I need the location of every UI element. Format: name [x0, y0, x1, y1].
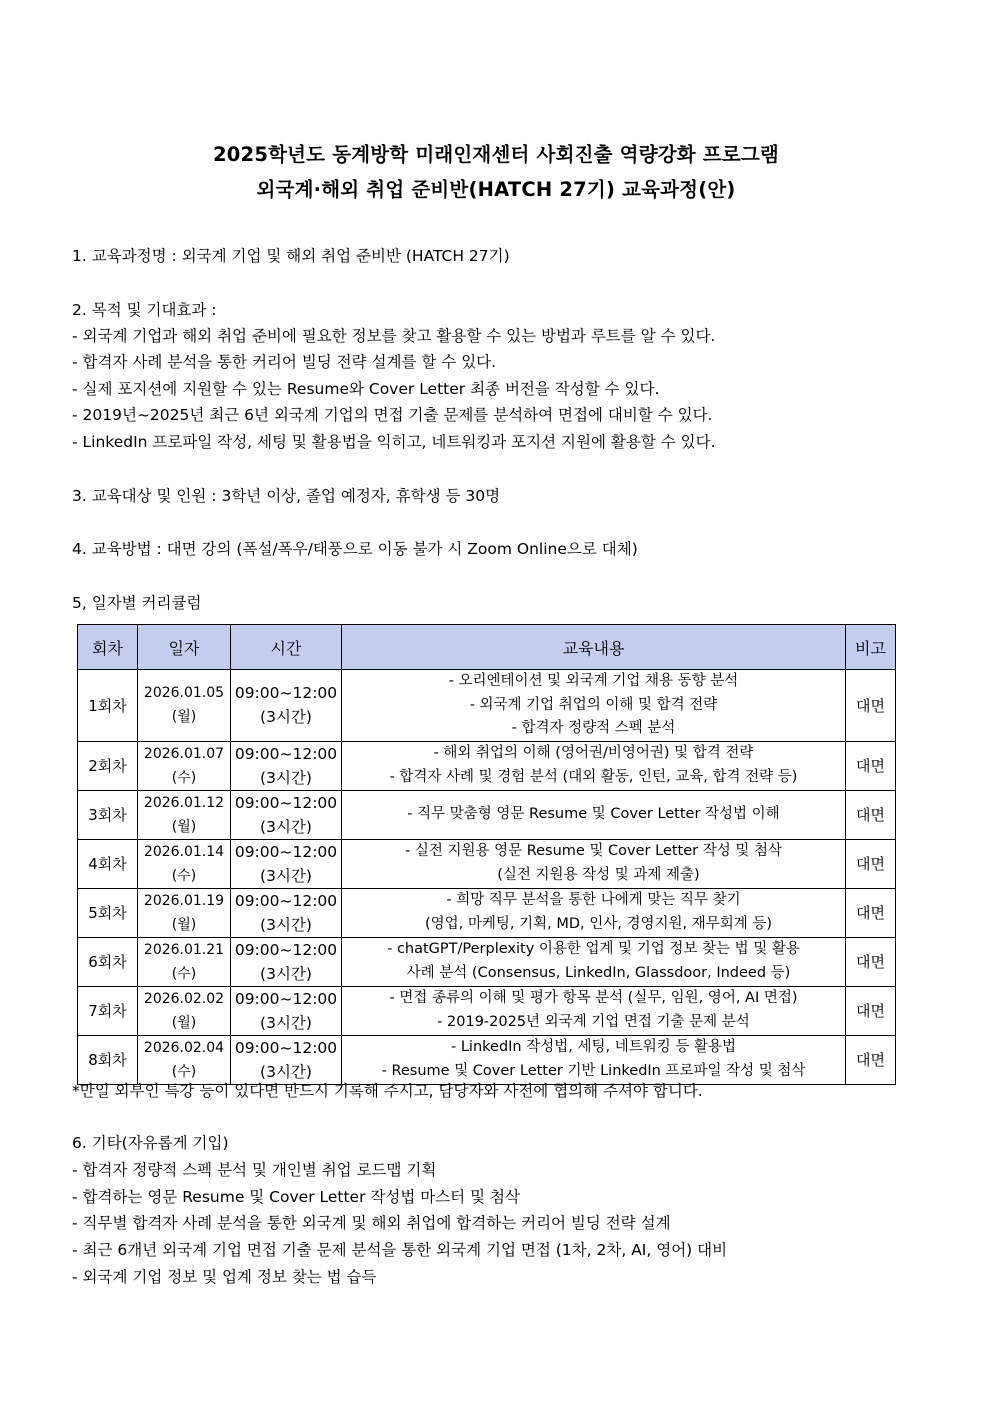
day-value: (월) — [171, 709, 197, 726]
section4-method: 4. 교육방법 : 대면 강의 (폭설/폭우/태풍으로 이동 불가 시 Zoom Online으로 대체) — [72, 540, 638, 558]
date-cell — [138, 937, 231, 986]
date-value: 2026.01.05 — [143, 685, 225, 702]
round-cell: 8회차 — [78, 1035, 138, 1084]
date-cell — [138, 670, 231, 742]
date-value: 2026.02.04 — [143, 1039, 225, 1056]
section3-target: 3. 교육대상 및 인원 : 3학년 이상, 졸업 예정자, 휴학생 등 30명 — [72, 487, 501, 505]
content-line: - 희망 직무 분석을 통한 나에게 맞는 직무 찾기 — [446, 892, 741, 908]
date-cell — [138, 888, 231, 937]
section2-item: - 2019년~2025년 최근 6년 외국계 기업의 면접 기출 문제를 분석하여 면접에 대비할 수 있다. — [72, 406, 713, 424]
date-cell — [138, 790, 231, 839]
section6-item: - 최근 6개년 외국계 기업 면접 기출 문제 분석을 통한 외국계 기업 면접 (1차, 2차, AI, 영어) 대비 — [72, 1241, 728, 1259]
content-line: - LinkedIn 작성법, 세팅, 네트워킹 등 활용법 — [451, 1039, 736, 1055]
day-value: (월) — [171, 916, 197, 933]
content-line: (영업, 마케팅, 기획, MD, 인사, 경영지원, 재무회계 등) — [424, 915, 773, 932]
hours-value: (3시간) — [260, 708, 312, 727]
hours-value: (3시간) — [260, 1013, 312, 1032]
day-value: (수) — [171, 769, 197, 786]
time-value: 09:00~12:00 — [234, 793, 338, 812]
round-cell: 5회차 — [78, 888, 138, 937]
table-row — [78, 986, 896, 1035]
date-cell — [138, 741, 231, 790]
content-line: - chatGPT/Perplexity 이용한 업계 및 기업 정보 찾는 법 및 활용 — [387, 941, 800, 957]
section5-heading: 5, 일자별 커리큘럼 — [72, 594, 202, 612]
day-value: (수) — [171, 1063, 197, 1080]
section2-item: - LinkedIn 프로파일 작성, 세팅 및 활용법을 익히고, 네트워킹과 포지션 지원에 활용할 수 있다. — [72, 433, 716, 451]
section2-heading: 2. 목적 및 기대효과 : — [72, 301, 217, 319]
day-value: (월) — [171, 818, 197, 835]
note-cell: 대면 — [846, 986, 896, 1035]
document-title-line2: 외국계·해외 취업 준비반(HATCH 27기) 교육과정(안) — [256, 178, 736, 201]
hours-value: (3시간) — [260, 768, 312, 787]
hours-value: (3시간) — [260, 1062, 312, 1081]
document-title-line1: 2025학년도 동계방학 미래인재센터 사회진출 역량강화 프로그램 — [213, 143, 779, 166]
time-value: 09:00~12:00 — [234, 989, 338, 1008]
content-cell — [342, 670, 846, 742]
time-value: 09:00~12:00 — [234, 940, 338, 959]
time-cell — [231, 839, 342, 888]
note-cell: 대면 — [846, 790, 896, 839]
time-value: 09:00~12:00 — [234, 684, 338, 703]
hours-value: (3시간) — [260, 817, 312, 836]
date-cell — [138, 839, 231, 888]
table-footnote: *만일 외부인 특강 등이 있다면 반드시 기록해 주시고, 담당자와 사전에 협의해 주셔야 합니다. — [72, 1082, 703, 1100]
note-cell: 대면 — [846, 1035, 896, 1084]
content-cell — [342, 741, 846, 790]
header-round: 회차 — [78, 625, 138, 670]
time-cell — [231, 986, 342, 1035]
time-cell — [231, 1035, 342, 1084]
hours-value: (3시간) — [260, 964, 312, 983]
content-cell — [342, 1035, 846, 1084]
table-header-row — [78, 625, 896, 670]
hours-value: (3시간) — [260, 866, 312, 885]
content-line: - 면접 종류의 이해 및 평가 항목 분석 (실무, 임원, 영어, AI 면접) — [389, 990, 798, 1006]
table-row — [78, 888, 896, 937]
table-row — [78, 839, 896, 888]
date-value: 2026.02.02 — [143, 990, 225, 1007]
header-time: 시간 — [231, 625, 342, 670]
content-line: - Resume 및 Cover Letter 기반 LinkedIn 프로파일 작성 및 첨삭 — [381, 1062, 806, 1079]
day-value: (수) — [171, 867, 197, 884]
content-cell — [342, 839, 846, 888]
section6-item: - 합격하는 영문 Resume 및 Cover Letter 작성법 마스터 및 첨삭 — [72, 1188, 520, 1206]
date-value: 2026.01.07 — [143, 745, 225, 762]
time-value: 09:00~12:00 — [234, 891, 338, 910]
header-note: 비고 — [846, 625, 896, 670]
time-cell — [231, 670, 342, 742]
date-cell — [138, 1035, 231, 1084]
table-row — [78, 1035, 896, 1084]
date-value: 2026.01.12 — [143, 794, 225, 811]
round-cell: 1회차 — [78, 670, 138, 742]
content-line: - 오리엔테이션 및 외국계 기업 채용 동향 분석 — [448, 673, 739, 689]
round-cell: 4회차 — [78, 839, 138, 888]
section1-course-name: 1. 교육과정명 : 외국계 기업 및 해외 취업 준비반 (HATCH 27기) — [72, 247, 510, 265]
header-date: 일자 — [138, 625, 231, 670]
date-value: 2026.01.14 — [143, 843, 225, 860]
date-cell — [138, 986, 231, 1035]
time-cell — [231, 888, 342, 937]
content-line: - 직무 맞춤형 영문 Resume 및 Cover Letter 작성법 이해 — [407, 805, 780, 822]
day-value: (월) — [171, 1014, 197, 1031]
content-line: - 실전 지원용 영문 Resume 및 Cover Letter 작성 및 첨삭 — [404, 843, 782, 859]
header-content: 교육내용 — [342, 625, 846, 670]
table-row — [78, 790, 896, 839]
note-cell: 대면 — [846, 937, 896, 986]
time-value: 09:00~12:00 — [234, 744, 338, 763]
section6-heading: 6. 기타(자유롭게 기입) — [72, 1134, 229, 1152]
content-line: - 합격자 사례 및 경험 분석 (대외 활동, 인턴, 교육, 합격 전략 등) — [389, 768, 798, 785]
content-line: (실전 지원용 작성 및 과제 제출) — [497, 866, 700, 883]
section6-item: - 외국계 기업 정보 및 업계 정보 찾는 법 습득 — [72, 1268, 377, 1286]
content-line: - 2019-2025년 외국계 기업 면접 기출 문제 분석 — [437, 1013, 750, 1030]
day-value: (수) — [171, 965, 197, 982]
note-cell: 대면 — [846, 839, 896, 888]
content-line: 사례 분석 (Consensus, LinkedIn, Glassdoor, Indeed 등) — [406, 964, 791, 981]
curriculum-table — [77, 624, 896, 1085]
content-cell — [342, 790, 846, 839]
table-row — [78, 670, 896, 742]
note-cell: 대면 — [846, 741, 896, 790]
content-cell — [342, 888, 846, 937]
content-line: - 해외 취업의 이해 (영어권/비영어권) 및 합격 전략 — [433, 745, 754, 761]
content-cell — [342, 986, 846, 1035]
round-cell: 7회차 — [78, 986, 138, 1035]
time-cell — [231, 937, 342, 986]
time-cell — [231, 741, 342, 790]
time-value: 09:00~12:00 — [234, 842, 338, 861]
section2-item: - 합격자 사례 분석을 통한 커리어 빌딩 전략 설계를 할 수 있다. — [72, 353, 497, 371]
section6-item: - 직무별 합격자 사례 분석을 통한 외국계 및 해외 취업에 합격하는 커리어 빌딩 전략 설계 — [72, 1214, 671, 1232]
date-value: 2026.01.21 — [143, 941, 225, 958]
section2-item: - 실제 포지션에 지원할 수 있는 Resume와 Cover Letter 최종 버전을 작성할 수 있다. — [72, 380, 660, 398]
table-row — [78, 741, 896, 790]
content-line: - 합격자 정량적 스펙 분석 — [511, 720, 676, 736]
time-cell — [231, 790, 342, 839]
date-value: 2026.01.19 — [143, 892, 225, 909]
table-row — [78, 937, 896, 986]
round-cell: 6회차 — [78, 937, 138, 986]
content-line: - 외국계 기업 취업의 이해 및 합격 전략 — [469, 696, 718, 713]
section2-item: - 외국계 기업과 해외 취업 준비에 필요한 정보를 찾고 활용할 수 있는 방법과 루트를 알 수 있다. — [72, 327, 716, 345]
round-cell: 3회차 — [78, 790, 138, 839]
section6-item: - 합격자 정량적 스펙 분석 및 개인별 취업 로드맵 기획 — [72, 1161, 437, 1179]
note-cell: 대면 — [846, 888, 896, 937]
time-value: 09:00~12:00 — [234, 1038, 338, 1057]
round-cell: 2회차 — [78, 741, 138, 790]
note-cell: 대면 — [846, 670, 896, 742]
content-cell — [342, 937, 846, 986]
hours-value: (3시간) — [260, 915, 312, 934]
